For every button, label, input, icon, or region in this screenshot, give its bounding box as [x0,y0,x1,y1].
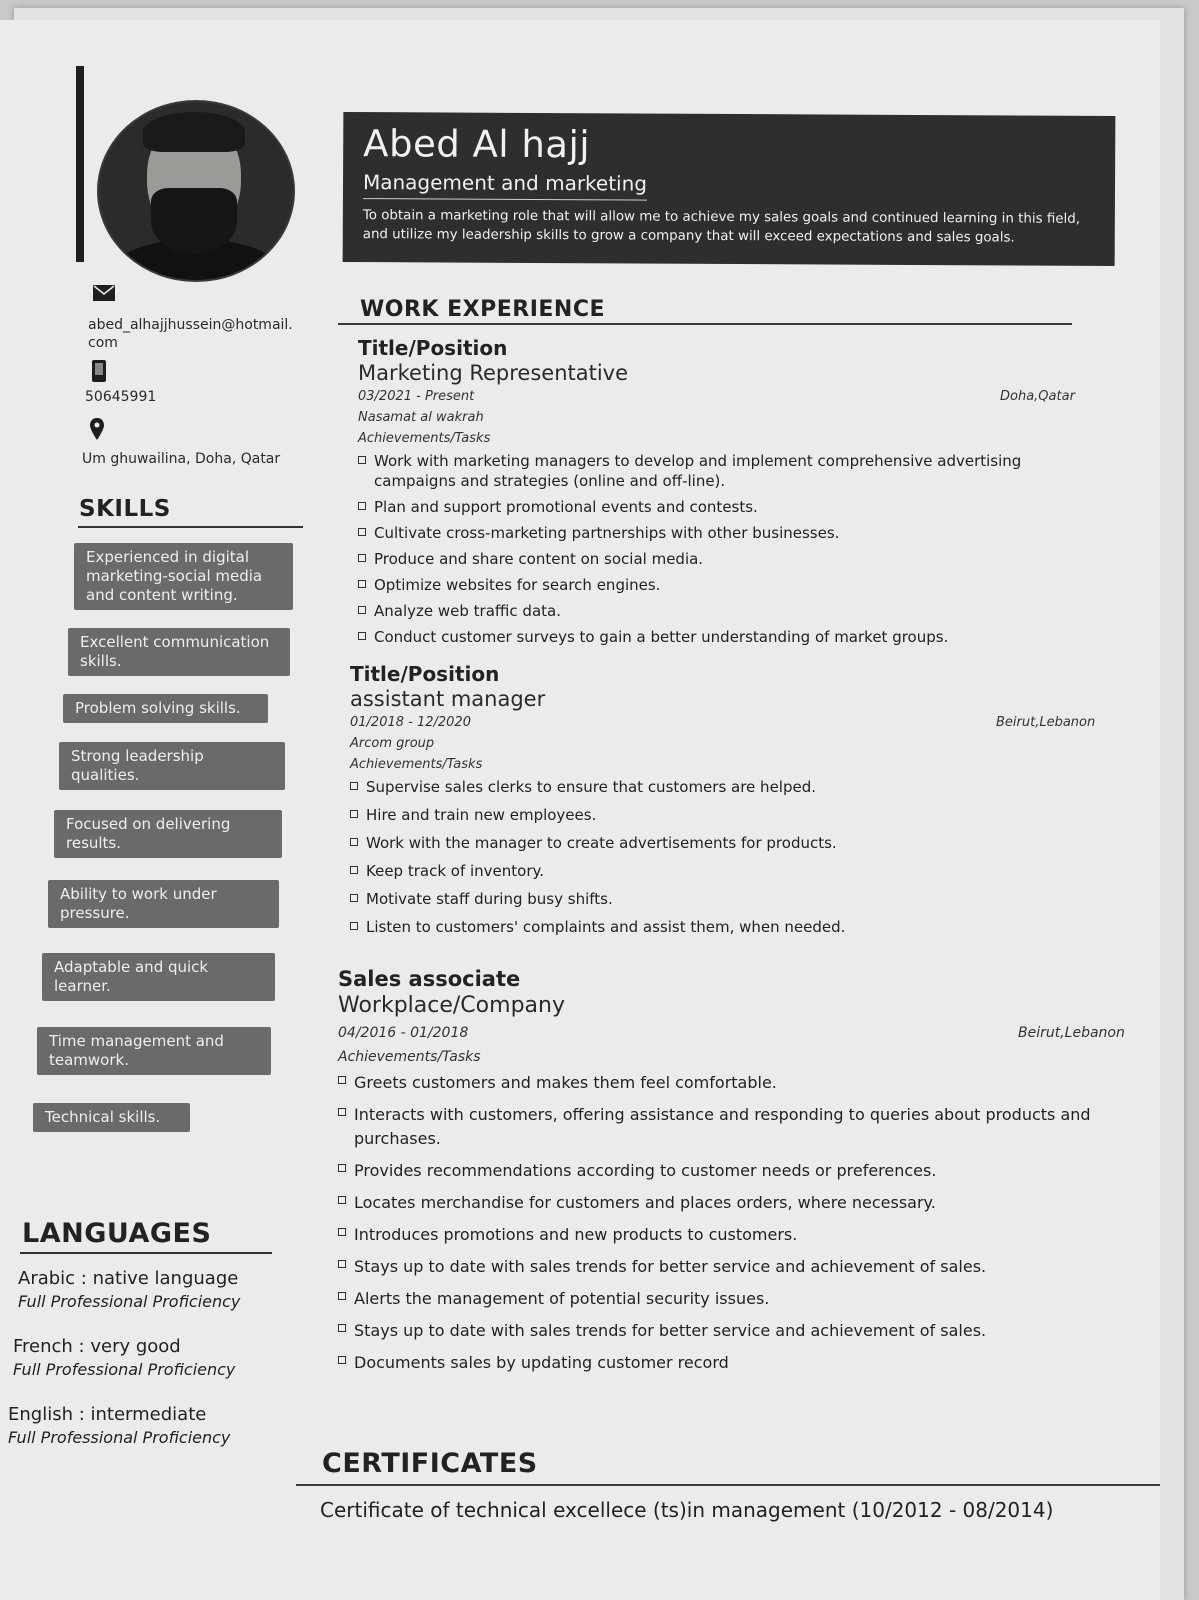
languages-heading: LANGUAGES [22,1218,212,1249]
career-objective: To obtain a marketing role that will allow me to achieve my sales goals and continued learning in this field, and utilize my leadership skills to grow a company that will exceed expectations and sales goals. [362,208,1081,246]
location-pin-icon [90,418,104,440]
skill-tag: Technical skills. [33,1103,190,1132]
job-entry: Title/Position assistant manager 01/2018 - 12/2020 Beirut,Lebanon Arcom group Achievements/Tasks Supervise sales clerks to ensure that customers are helped. Hire and train new employees. Work with the manager to create advertisements for products. Keep track of inventory. Motivate staff during busy shifts. Listen to customers' complaints and assist them, when needed. [350,662,1096,936]
skill-tag: Focused on delivering results. [54,810,282,858]
profile-photo [97,100,295,282]
skill-tag: Experienced in digital marketing-social media and content writing. [74,543,293,610]
phone-text: 50645991 [85,389,157,405]
languages-divider [20,1252,272,1254]
certificates-heading: CERTIFICATES [322,1448,538,1479]
language-item: English : intermediate Full Professional Proficiency [8,1404,231,1447]
phone-icon [92,360,106,382]
skill-tag: Excellent communication skills. [68,628,290,676]
resume-header [343,112,1116,266]
work-experience-divider [338,323,1072,325]
accent-bar [76,66,84,262]
candidate-role: Management and marketing [363,170,647,200]
skills-divider [78,526,303,528]
skill-tag: Ability to work under pressure. [48,880,279,928]
skill-tag: Adaptable and quick learner. [42,953,275,1001]
work-experience-heading: WORK EXPERIENCE [360,297,605,322]
email-text: abed_alhajjhussein@hotmail. com [88,317,293,351]
skill-tag: Strong leadership qualities. [59,742,285,790]
skill-tag: Problem solving skills. [63,694,268,723]
candidate-name: Abed Al hajj [363,122,591,167]
language-item: French : very good Full Professional Proficiency [13,1336,236,1379]
language-item: Arabic : native language Full Professional Proficiency [18,1268,241,1311]
certificate-item: Certificate of technical excellece (ts)in management (10/2012 - 08/2014) [320,1498,1054,1522]
certificates-divider [296,1484,1160,1486]
job-entry: Title/Position Marketing Representative 03/2021 - Present Doha,Qatar Nasamat al wakrah Achievements/Tasks Work with marketing managers to develop and implement comprehensive advertising campaigns and strategies (online and off-line). Plan and support promotional events and contests. Cultivate cross-marketing partnerships with other businesses. Produce and share content on social media. Optimize websites for search engines. Analyze web traffic data. Conduct customer surveys to gain a better understanding of market groups. [358,336,1075,646]
envelope-icon [93,285,115,301]
address-text: Um ghuwailina, Doha, Qatar [82,451,281,467]
job-entry: Sales associate Workplace/Company 04/2016 - 01/2018 Beirut,Lebanon Achievements/Tasks Greets customers and makes them feel comfortable. Interacts with customers, offering assistance and responding to queries about products and purchases. Provides recommendations according to customer needs or preferences. Locates merchandise for customers and places orders, where necessary. Introduces promotions and new products to customers. Stays up to date with sales trends for better service and achievement of sales. Alerts the management of potential security issues. Stays up to date with sales trends for better service and achievement of sales. Documents sales by updating customer record [338,967,1125,1372]
skill-tag: Time management and teamwork. [37,1027,271,1075]
skills-heading: SKILLS [79,496,171,522]
